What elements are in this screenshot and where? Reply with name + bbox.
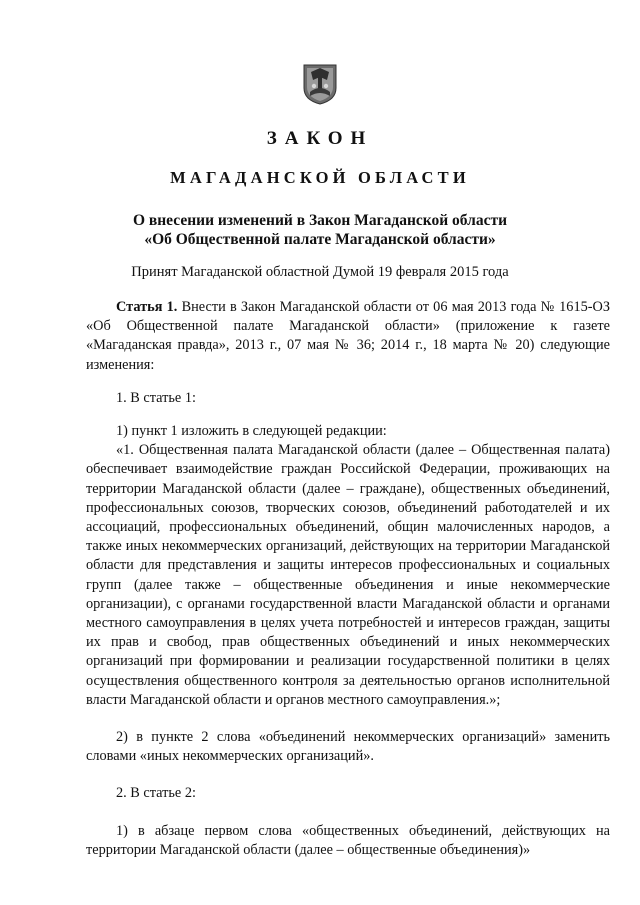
document-region: МАГАДАНСКОЙ ОБЛАСТИ xyxy=(170,168,470,187)
adoption-note: Принят Магаданской областной Думой 19 февраля 2015 года xyxy=(131,264,509,280)
subtitle-line: О внесении изменений в Закон Магаданской области xyxy=(132,212,508,229)
article-intro xyxy=(86,298,610,375)
document-title: ЗАКОН xyxy=(266,128,374,149)
coat-of-arms-icon xyxy=(301,62,339,106)
article-label: Статья 1. xyxy=(116,299,178,315)
list-item: 1) в абзаце первом слова «общественных объединений, действующих на территории Магаданской области (далее – общественные объединения)» xyxy=(86,822,610,858)
document-subtitle xyxy=(0,211,640,249)
article-intro-text: Внести в Закон Магаданской области от 06 мая 2013 года № 1615-ОЗ «Об Общественной палате Магаданской области» (приложение к газете «Магаданская правда», 2013 г., 07 мая № 36; 2014 г., 18 марта № 20) следующие изменения: xyxy=(86,299,610,373)
list-item: 2) в пункте 2 слова «объединений некоммерческих организаций» заменить словами «иных некоммерческих организаций». xyxy=(86,729,610,765)
section-heading: 2. В статье 2: xyxy=(116,785,196,802)
section-heading: 1. В статье 1: xyxy=(116,389,196,406)
subtitle-line: «Об Общественной палате Магаданской области» xyxy=(144,231,496,248)
quoted-text: «1. Общественная палата Магаданской области (далее – Общественная палата) обеспечивает взаимодействие граждан Российской Федерации, проживающих на территории Магаданской области (далее – граждане), общественных объединений, профессиональных союзов, творческих союзов, объединений работодателей и их ассоциаций, профессиональных объединений, общин малочисленных народов, а также иных некоммерческих организаций, действующих на территории Магаданской области для представления и защиты интересов профессиональных и социальных групп (далее также – общественные объединения и иные некоммерческие организации), с органами государственной власти Магаданской области и органами местного самоуправления в целях учета потребностей и интересов граждан, защиты их прав и свобод, прав общественных объединений и иных некоммерческих организаций при формировании и реализации государственной политики в целях осуществления общественного контроля за деятельностью органов исполнительной власти Магаданской области и органов местного самоуправления.»; xyxy=(86,442,610,708)
document-body xyxy=(86,298,610,860)
list-item: 1) пункт 1 изложить в следующей редакции: xyxy=(116,423,387,440)
